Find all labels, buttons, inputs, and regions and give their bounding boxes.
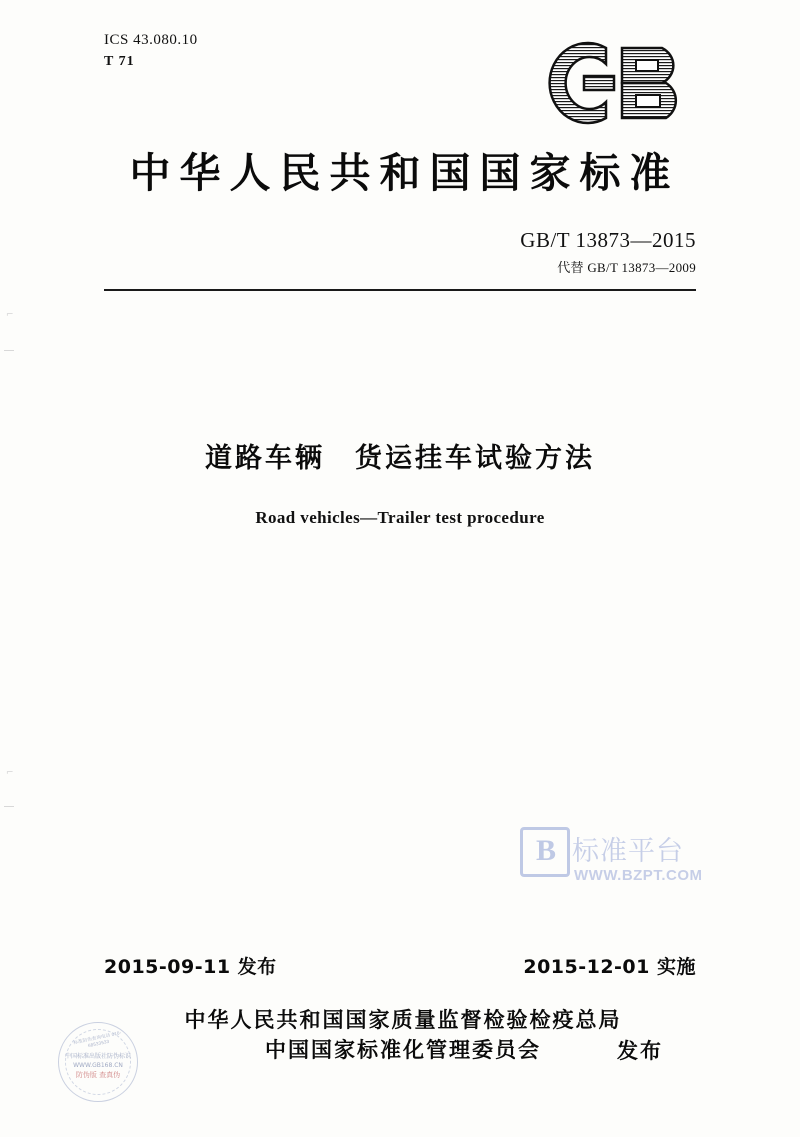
- implementation-date: 2015-12-01 实施: [523, 956, 696, 978]
- page-title: 中华人民共和国国家标准: [129, 149, 680, 197]
- watermark-badge-icon: B: [520, 827, 570, 877]
- seal-text: [59, 1052, 137, 1081]
- classification-code: T 71: [104, 53, 135, 69]
- watermark-title: 标准平台: [572, 836, 684, 867]
- divider: [104, 289, 696, 291]
- anti-counterfeit-seal: [58, 1022, 138, 1102]
- scan-artifact-tick: [4, 806, 14, 807]
- issue-action-label: 发布: [617, 1039, 663, 1063]
- ics-block: [104, 30, 198, 72]
- ics-code: ICS 43.080.10: [104, 32, 198, 48]
- gb-logo-icon: [544, 38, 714, 128]
- scan-artifact-mark: ⌐: [6, 768, 14, 778]
- document-title-english: Road vehicles—Trailer test procedure: [255, 508, 545, 527]
- scan-artifact-mark: ⌐: [6, 310, 14, 320]
- seal-arc-text: 标准防伪查询电话 010-68533533: [72, 1030, 122, 1049]
- seal-line-1: 中国标准出版社防伪标识: [64, 1053, 131, 1060]
- watermark: [520, 827, 750, 897]
- issue-date: 2015-09-11 发布: [104, 956, 277, 978]
- standard-number: GB/T 13873—2015: [520, 228, 696, 252]
- standard-replaces: 代替 GB/T 13873—2009: [557, 260, 696, 275]
- issuer-line-2: 中国国家标准化管理委员会: [265, 1038, 541, 1063]
- document-title-chinese: 道路车辆 货运挂车试验方法: [205, 443, 595, 474]
- watermark-url: WWW.BZPT.COM: [574, 867, 703, 884]
- seal-line-3: 防伪版 查真伪: [75, 1071, 121, 1079]
- issuer-line-1: 中华人民共和国国家质量监督检验检疫总局: [184, 1008, 622, 1032]
- seal-line-2: WWW.GB168.CN: [73, 1062, 123, 1069]
- standard-number-block: [520, 228, 696, 276]
- scan-artifact-tick: [4, 350, 14, 351]
